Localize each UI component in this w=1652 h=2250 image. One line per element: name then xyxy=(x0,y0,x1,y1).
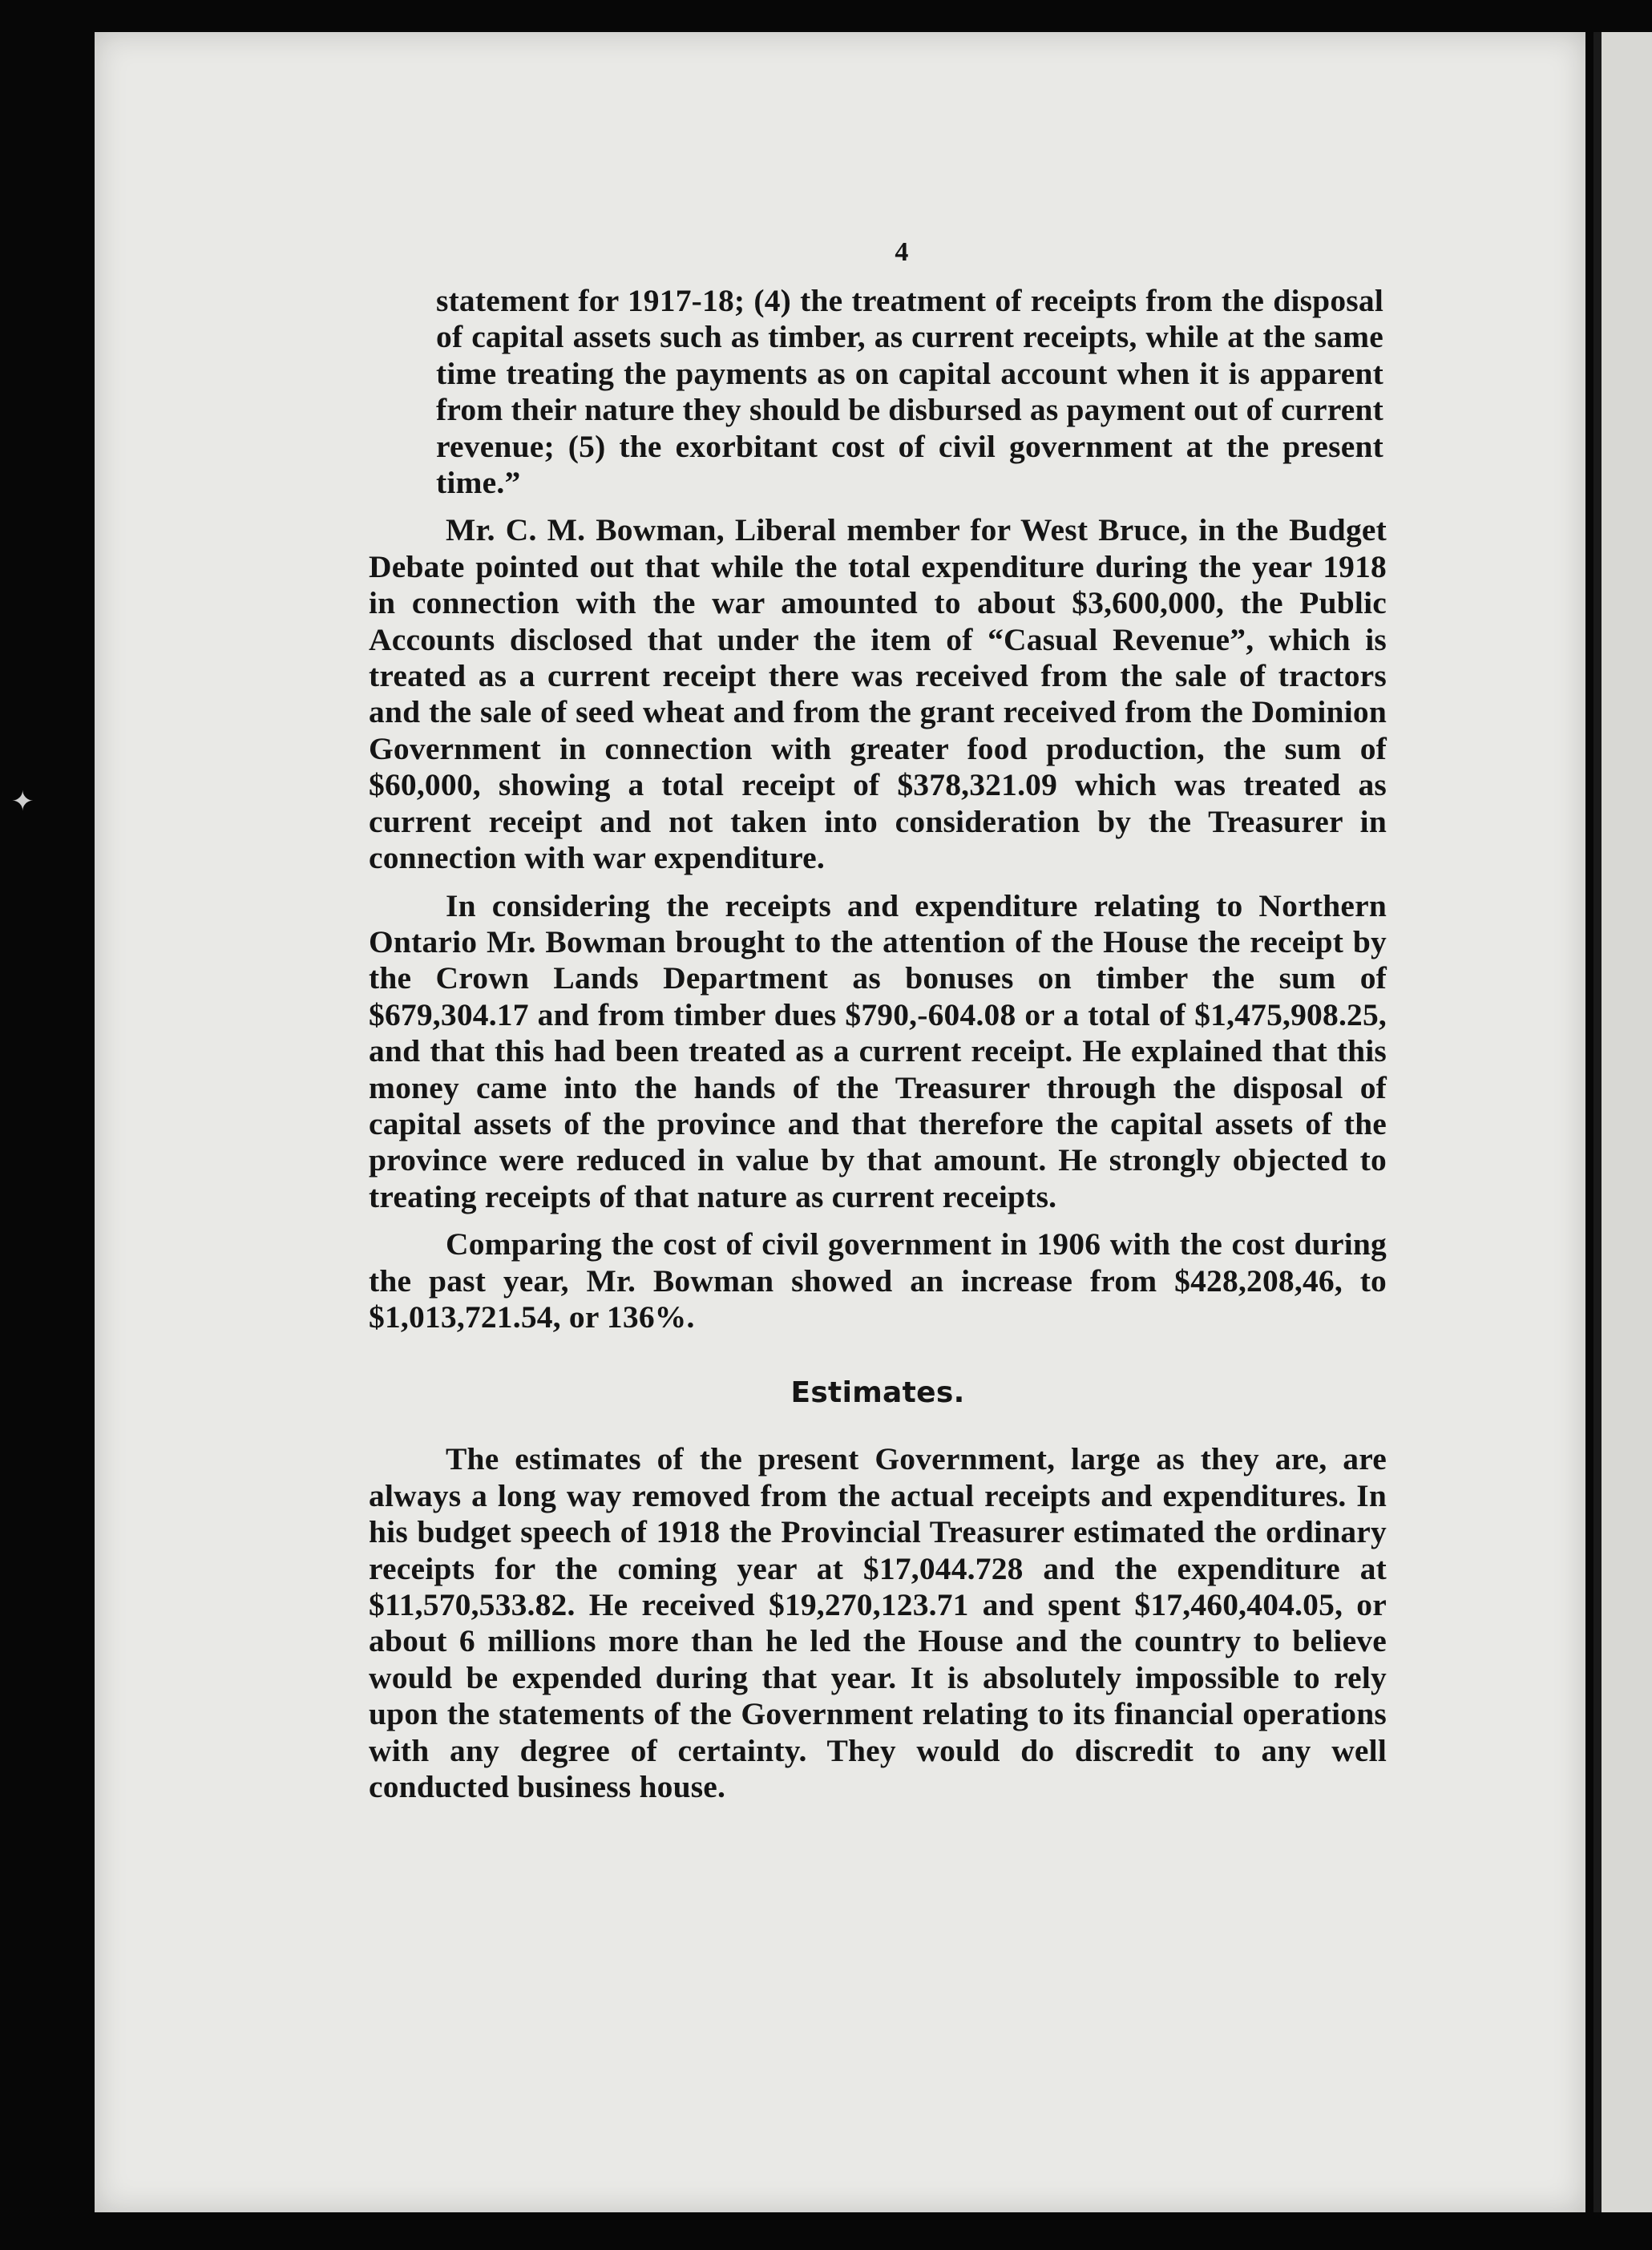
paragraph-northern-ontario-receipts: In considering the receipts and expenditure relating to Northern Ontario Mr. Bowman brought to the attention of the House the receipt by the Crown Lands Department as bonuses on timber the sum of $679,304.17 and from timber dues $790,-604.08 or a total of $1,475,908.25, and that this had been treated as a current receipt. He explained that this money came into the hands of the Treasurer through the disposal of capital assets of the province and that therefore the capital assets of the province were reduced in value by that amount. He strongly objected to treating receipts of that nature as current receipts. xyxy=(369,887,1387,1214)
page-text-block xyxy=(369,236,1387,1805)
section-heading-estimates: Estimates. xyxy=(790,1376,965,1410)
paragraph-quote-continuation: statement for 1917-18; (4) the treatment of receipts from the disposal of capital assets such as timber, as current receipts, while at the same time treating the payments as on capital account when it is apparent from their nature they should be disbursed as payment out of current revenue; (5) the exorbitant cost of civil government at the present time.” xyxy=(436,283,1383,501)
paragraph-estimates: The estimates of the present Government, large as they are, are always a long way removed from the actual receipts and expenditures. In his budget speech of 1918 the Provincial Treasurer estimated the ordinary receipts for the coming year at $17,044.728 and the expenditure at $11,570,533.82. He received $19,270,123.71 and spent $17,460,404.05, or about 6 millions more than he led the House and the country to believe would be expended during that year. It is absolutely impossible to rely upon the statements of the Government relating to its financial operations with any degree of certainty. They would do discredit to any well conducted business house. xyxy=(369,1441,1387,1805)
paragraph-bowman-war-expenditure: Mr. C. M. Bowman, Liberal member for West Bruce, in the Budget Debate pointed out that while the total expenditure during the year 1918 in connection with the war amounted to about $3,600,000, the Public Accounts disclosed that under the item of “Casual Revenue”, which is treated as a current receipt there was received from the sale of tractors and the sale of seed wheat and from the grant received from the Dominion Government in connection with greater food production, the sum of $60,000, showing a total receipt of $378,321.09 which was treated as current receipt and not taken into consideration by the Treasurer in connection with war expenditure. xyxy=(369,512,1387,876)
page-number: 4 xyxy=(895,237,909,267)
page-gutter-shadow xyxy=(1593,32,1602,2212)
scan-speck-mark: ✦ xyxy=(11,786,34,818)
paragraph-civil-government-cost: Comparing the cost of civil government in 1906 with the cost during the past year, Mr. Bowman showed an increase from $428,208,46, to $1,013,721.54, or 136%. xyxy=(369,1226,1387,1335)
adjacent-page-edge xyxy=(1593,32,1652,2212)
